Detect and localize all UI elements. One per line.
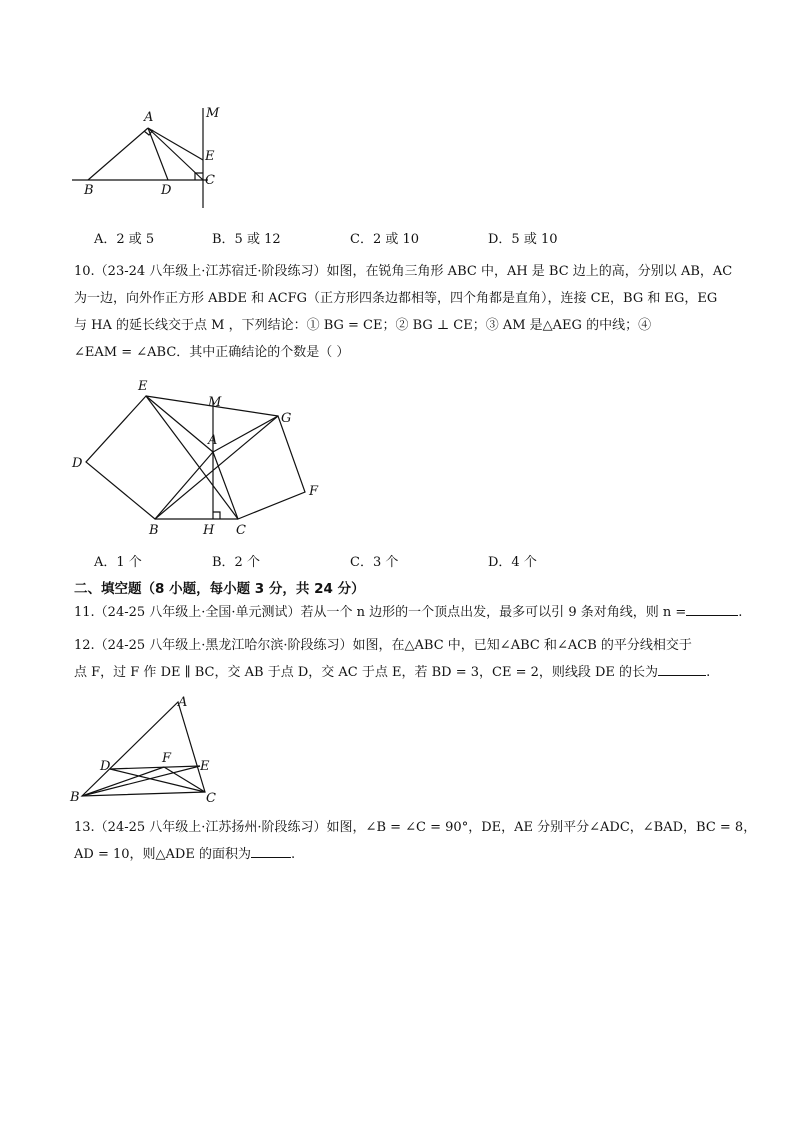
q12-line-1: 12.（24-25 八年级上·黑龙江哈尔滨·阶段练习）如图，在△ABC 中，已知∠ABC 和∠ACB 的平分线相交于 [74,638,692,653]
q12-text [74,632,734,686]
q10-line-1: 10.（23-24 八年级上·江苏宿迁·阶段练习）如图，在锐角三角形 ABC 中，AH 是 BC 边上的高，分别以 AB，AC [74,264,733,279]
q13-line-2: AD = 10，则△ADE 的面积为 [74,847,251,862]
q9-option-b[interactable]: B．5 或 12 [212,232,281,247]
label-f: F [162,751,172,766]
q10-option-c[interactable]: C．3 个 [350,555,399,570]
q9-option-c[interactable]: C．2 或 10 [350,232,420,247]
segment-bg [155,416,278,519]
figure-q9 [60,100,240,215]
label-c: C [205,173,215,188]
q12-line-2-wrap [74,659,734,686]
right-angle-h [213,512,220,519]
q10-option-b[interactable]: B．2 个 [212,555,260,570]
q13-text [74,814,757,868]
q12-line-2: 点 F，过 F 作 DE ∥ BC，交 AB 于点 D，交 AC 于点 E，若 BD = 3，CE = 2，则线段 DE 的长为 [74,665,659,680]
label-c: C [236,523,246,538]
label-b: B [70,790,80,805]
q13-end: . [290,847,296,862]
square-abde [86,396,213,519]
q10-line-2: 为一边，向外作正方形 ABDE 和 ACFG（正方形四条边都相等，四个角都是直角），连接 CE，BG 和 EG，EG [74,291,718,306]
q11-line-1: 11.（24-25 八年级上·全国·单元测试）若从一个 n 边形的一个顶点出发，最多可以引 9 条对角线，则 n = [74,605,687,620]
q9-option-a[interactable]: A．2 或 5 [94,232,155,247]
label-b: B [84,183,94,198]
segment-ae [148,128,203,160]
q10-line-3: 与 HA 的延长线交于点 M ，下列结论：① BG = CE；② BG ⊥ CE；③ AM 是△AEG 的中线；④ [74,318,652,333]
label-b: B [149,523,159,538]
label-a: A [178,695,188,710]
q13-answer-blank[interactable] [251,843,291,858]
label-a: A [208,433,218,448]
label-a: A [144,110,154,125]
q11-answer-blank[interactable] [686,601,738,616]
figure-q10 [66,374,346,544]
label-e: E [138,379,148,394]
label-c: C [206,791,216,806]
q10-text [74,258,734,366]
section-heading: 二、填空题（8 小题，每小题 3 分，共 24 分） [74,581,365,597]
label-d: D [100,759,111,774]
segment-ce [146,396,238,519]
label-m: M [206,106,220,121]
label-f: F [309,484,319,499]
q13-line-1: 13.（24-25 八年级上·江苏扬州·阶段练习）如图，∠B = ∠C = 90°，DE，AE 分别平分∠ADC，∠BAD，BC = 8， [74,820,757,835]
label-d: D [72,456,83,471]
figure-q12 [64,690,234,810]
segment-ab [88,128,148,180]
segment-de [110,766,200,769]
q11-end: . [738,605,743,620]
label-m: M [208,395,222,410]
q9-option-d[interactable]: D．5 或 10 [488,232,558,247]
label-h: H [203,523,215,538]
label-d: D [161,183,172,198]
segment-ad [148,128,168,180]
q10-option-d[interactable]: D．4 个 [488,555,537,570]
q12-answer-blank[interactable] [658,661,706,676]
q11-text [74,599,743,626]
triangle-abc [82,702,205,796]
q13-line-2-wrap [74,841,734,868]
q10-option-a[interactable]: A．1 个 [94,555,142,570]
q10-line-4: ∠EAM = ∠ABC．其中正确结论的个数是（ ） [74,345,350,360]
label-e: E [205,149,215,164]
segment-bf [82,767,164,796]
q12-end: . [706,665,711,680]
segment-ac [148,128,203,180]
label-g: G [281,411,292,426]
label-e: E [200,759,210,774]
